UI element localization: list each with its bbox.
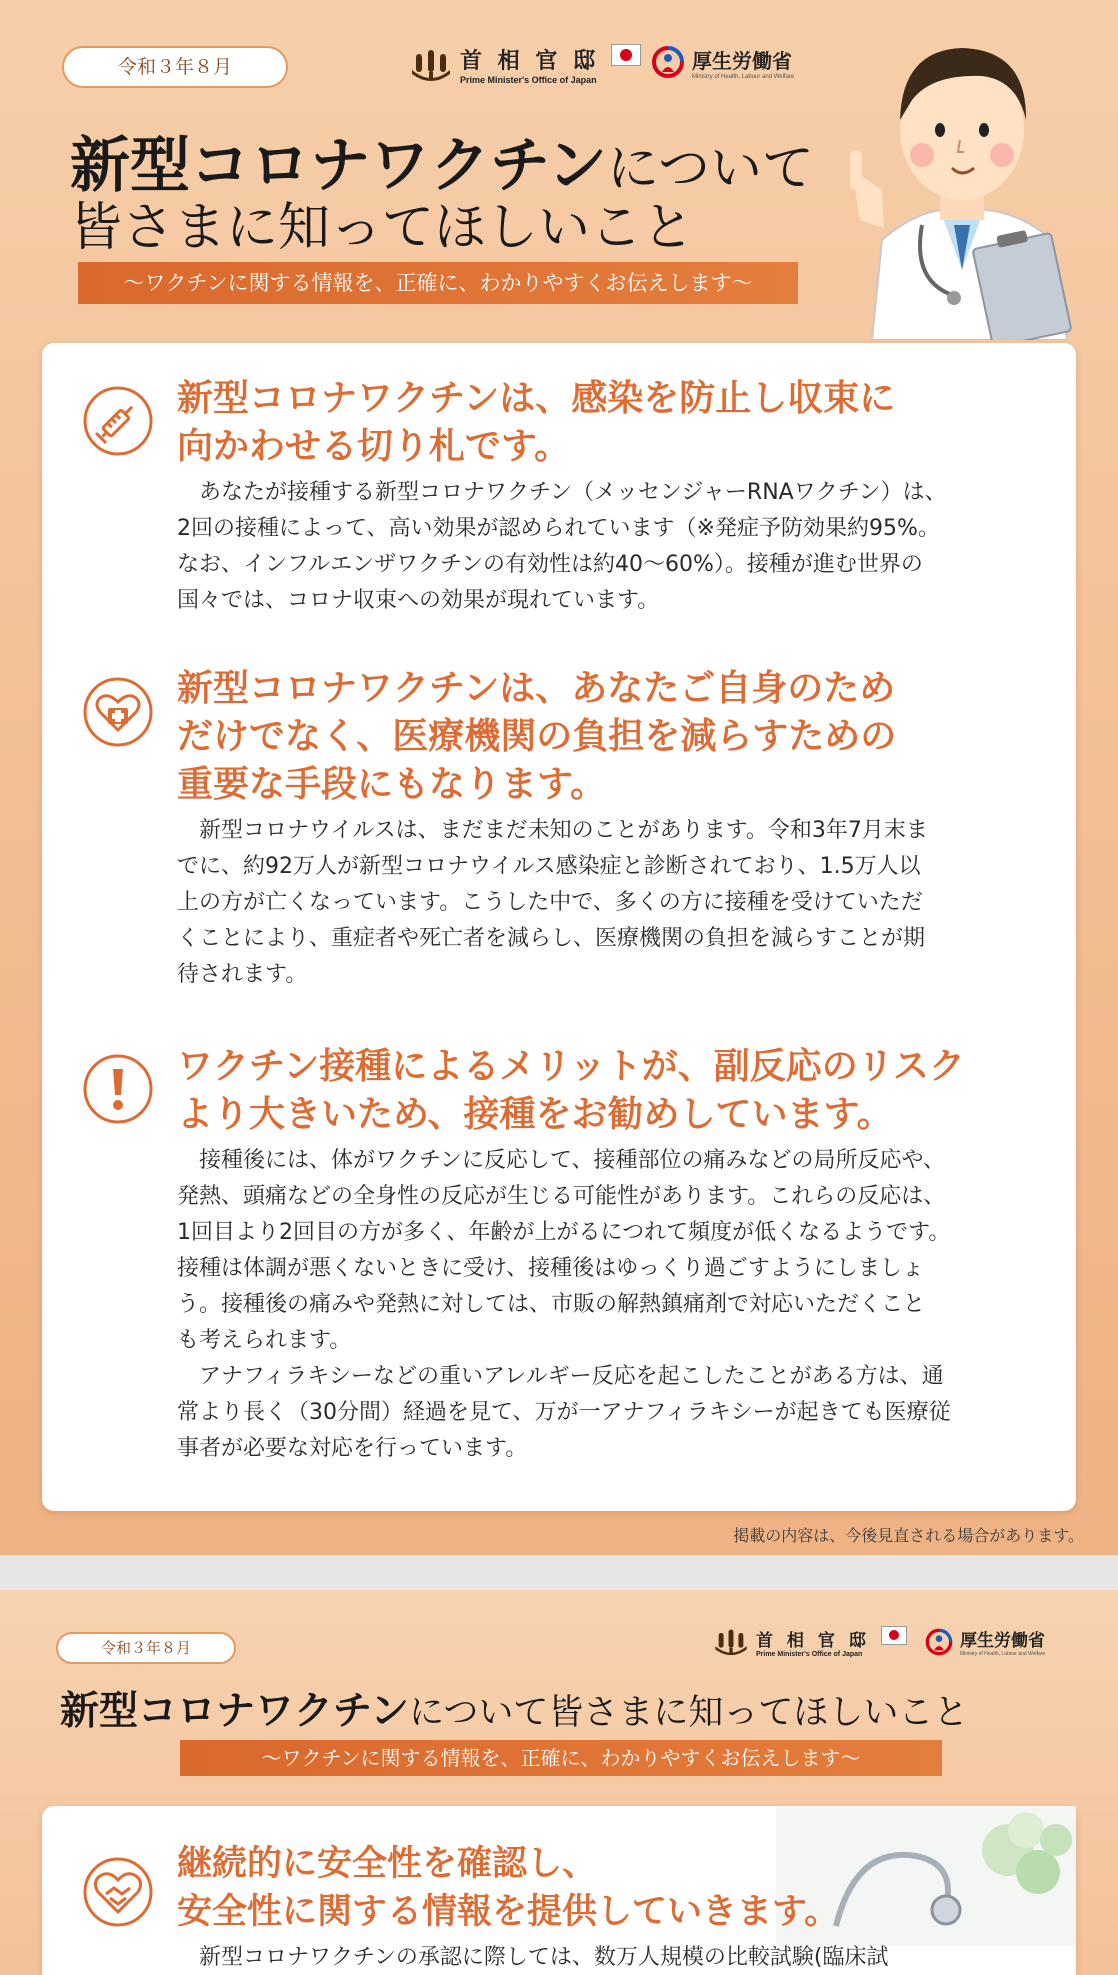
date-label: 令和３年８月 — [56, 1632, 236, 1664]
section-1-body-line: あなたが接種する新型コロナワクチン（メッセンジャーRNAワクチン）は、 — [177, 480, 947, 505]
japan-flag-icon — [881, 1626, 907, 1645]
section-4-heading — [177, 1840, 839, 1936]
mhlw-name-en: Ministry of Health, Labour and Welfare — [692, 73, 795, 80]
mhlw-emblem-icon — [650, 44, 686, 80]
section-1-body — [177, 475, 947, 619]
mhlw-name-jp: 厚生労働省 — [960, 1631, 1045, 1651]
section-2-body-line: くことにより、重症者や死亡者を減らし、医療機関の負担を減らすことが期 — [177, 926, 926, 951]
mhlw-emblem-icon — [924, 1627, 954, 1657]
mhlw-name-en: Ministry of Health, Labour and Welfare — [960, 1651, 1046, 1657]
kantei-name-jp: 首 相 官 邸 — [460, 48, 599, 74]
page-separator — [0, 1555, 1118, 1590]
section-3-body-line: 接種後には、体がワクチンに反応して、接種部位の痛みなどの局所反応や、 — [177, 1148, 946, 1173]
page-title-line-2: 皆さまに知ってほしいこと — [70, 198, 695, 258]
page-title — [60, 1680, 968, 1736]
section-3-heading — [177, 1043, 965, 1139]
handshake-heart-icon — [82, 1856, 154, 1928]
section-2-body — [177, 813, 928, 993]
section-2-body-line: 上の方が亡くなっています。こうした中で、多くの方に接種を受けていただ — [177, 890, 923, 915]
date-label: 令和３年８月 — [62, 46, 288, 88]
section-3-body-line: う。接種後の痛みや発熱に対しては、市販の解熱鎮痛剤で対応いただくこと — [177, 1292, 926, 1317]
medical-heart-icon — [82, 676, 154, 748]
leaflet-page-2 — [0, 1590, 1118, 1975]
mhlw-logo — [924, 1626, 1045, 1657]
section-3-body-line: 1回目より2回目の方が多く、年齢が上がるにつれて頻度が低くなるようです。 — [177, 1220, 951, 1245]
section-3-body — [177, 1143, 951, 1467]
section-2-heading-line: 新型コロナワクチンは、あなたご自身のため — [177, 668, 896, 709]
title-bold-part: 新型コロナワクチン — [60, 1689, 410, 1734]
mhlw-name-jp: 厚生労働省 — [692, 48, 792, 73]
section-1-heading-line: 向かわせる切り札です。 — [177, 426, 571, 467]
section-1-heading — [177, 375, 895, 471]
syringe-icon — [82, 385, 154, 457]
section-3-body-line: 発熱、頭痛などの全身性の反応が生じる可能性があります。これらの反応は、 — [177, 1184, 946, 1209]
section-1-body-line: 2回の接種によって、高い効果が認められています（※発症予防効果約95%。 — [177, 516, 940, 541]
section-3-body-line: 常より長く（30分間）経過を見て、万が一アナフィラキシーが起きても医療従 — [177, 1400, 951, 1425]
kantei-name-en: Prime Minister's Office of Japan — [460, 75, 597, 85]
disclaimer-note: 掲載の内容は、今後見直される場合があります。 — [733, 1526, 1084, 1545]
section-3-heading-line: より大きいため、接種をお勧めしています。 — [177, 1094, 893, 1135]
content-card — [42, 1806, 1076, 1975]
section-1-body-line: なお、インフルエンザワクチンの有効性は約40～60%）。接種が進む世界の — [177, 552, 923, 577]
section-2-heading-line: だけでなく、医療機関の負担を減らすための — [177, 716, 897, 757]
section-2-heading-line: 重要な手段にもなります。 — [177, 764, 607, 805]
section-2-heading — [177, 665, 896, 809]
section-4-body-line: 新型コロナワクチンの承認に際しては、数万人規模の比較試験(臨床試 — [177, 1945, 889, 1970]
section-4-body — [177, 1940, 889, 1975]
content-card — [42, 343, 1076, 1511]
section-4-heading-line: 継続的に安全性を確認し、 — [177, 1844, 598, 1884]
mhlw-logo — [650, 44, 794, 80]
section-2-body-line: でに、約92万人が新型コロナウイルス感染症と診断されており、1.5万人以 — [177, 854, 921, 879]
section-4-heading-line: 安全性に関する情報を提供していきます。 — [177, 1892, 840, 1932]
exclamation-icon — [82, 1053, 154, 1125]
kantei-logo — [712, 1626, 907, 1658]
kantei-logo — [408, 44, 641, 85]
title-light-part: について皆さまに知ってほしいこと — [409, 1693, 969, 1733]
title-light-part: について — [607, 139, 814, 199]
kantei-name-jp: 首 相 官 邸 — [756, 1631, 870, 1651]
section-3-heading-line: ワクチン接種によるメリットが、副反応のリスク — [177, 1046, 966, 1087]
japan-flag-icon — [611, 44, 641, 66]
section-3-body-line: アナフィラキシーなどの重いアレルギー反応を起こしたことがある方は、通 — [177, 1364, 944, 1389]
section-1-body-line: 国々では、コロナ収束への効果が現れています。 — [177, 588, 660, 613]
kantei-name-en: Prime Minister's Office of Japan — [756, 1651, 863, 1658]
section-3-body-line: も考えられます。 — [177, 1328, 352, 1353]
paulownia-crest-icon — [712, 1628, 750, 1656]
doctor-illustration — [812, 10, 1102, 340]
section-1-heading-line: 新型コロナワクチンは、感染を防止し収束に — [177, 378, 896, 419]
section-3-body-line: 事者が必要な対応を行っています。 — [177, 1436, 528, 1461]
subtitle-banner: ～ワクチンに関する情報を、正確に、わかりやすくお伝えします～ — [78, 262, 798, 304]
subtitle-banner: ～ワクチンに関する情報を、正確に、わかりやすくお伝えします～ — [180, 1740, 942, 1776]
section-3-body-line: 接種は体調が悪くないときに受け、接種後はゆっくり過ごすようにしましょ — [177, 1256, 924, 1281]
paulownia-crest-icon — [408, 48, 454, 82]
section-2-body-line: 新型コロナウイルスは、まだまだ未知のことがあります。令和3年7月末ま — [177, 818, 928, 843]
title-bold-part: 新型コロナワクチン — [70, 131, 607, 201]
section-2-body-line: 待されます。 — [177, 962, 308, 987]
